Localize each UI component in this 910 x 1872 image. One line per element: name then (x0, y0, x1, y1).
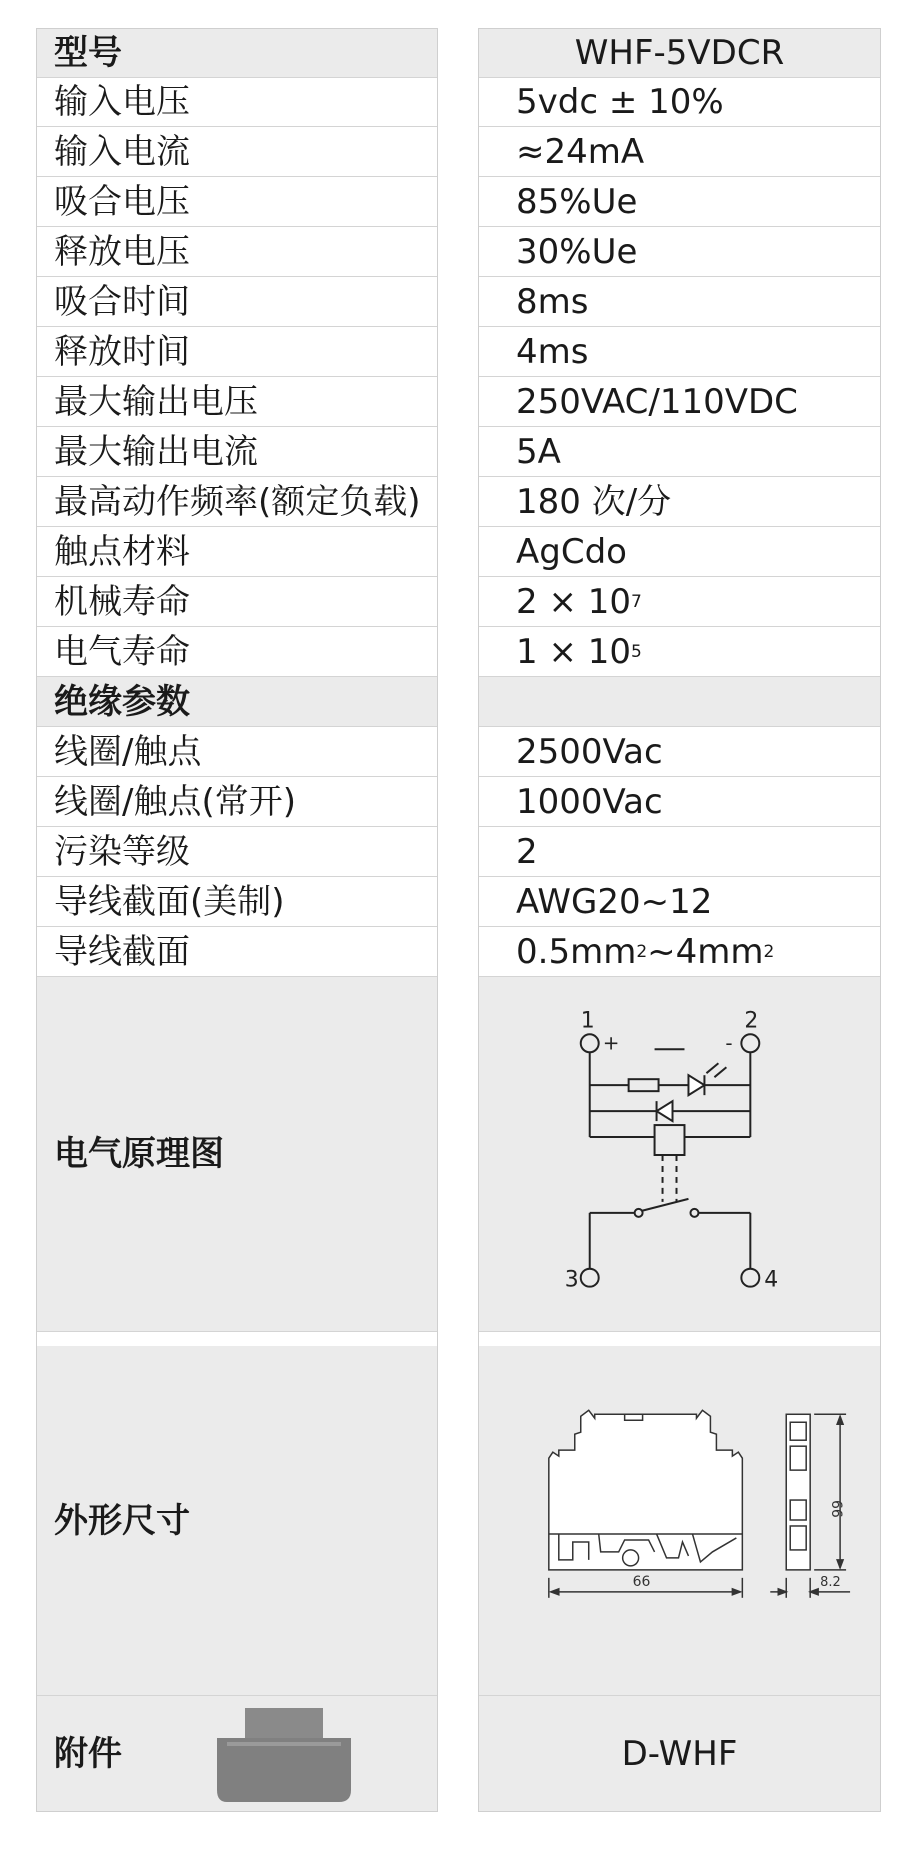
spacer (479, 1332, 880, 1346)
electrical-schematic-diagram (479, 977, 880, 1332)
label-text: 吸合时间 (54, 281, 190, 322)
terminal-2-label: 2 (744, 1007, 759, 1033)
label-text: 释放时间 (54, 331, 190, 372)
row-value-input-voltage (479, 78, 880, 127)
value-text: 85%Ue (516, 181, 638, 222)
value-text: 1000Vac (516, 781, 663, 822)
value-text: 4ms (516, 331, 589, 372)
label-text: 电气原理图 (54, 1134, 224, 1174)
plus-label: + (602, 1029, 620, 1054)
row-value-pollution-degree (479, 827, 880, 877)
label-text: 线圈/触点(常开) (54, 781, 296, 822)
label-text: 导线截面(美制) (54, 881, 285, 922)
row-label-pickup-time (37, 277, 437, 327)
value-text: 30%Ue (516, 231, 638, 272)
row-value-max-frequency (479, 477, 880, 527)
row-label-dimensions (37, 1346, 437, 1696)
terminal-4-label: 4 (764, 1267, 779, 1293)
label-text: 输入电压 (54, 82, 190, 122)
row-label-max-output-voltage (37, 377, 437, 427)
label-text: 绝缘参数 (54, 681, 190, 722)
row-label-input-current (37, 127, 437, 177)
value-text: 180 次/分 (516, 481, 672, 522)
label-text: 线圈/触点 (54, 731, 202, 772)
row-label-model (37, 29, 437, 78)
row-value-pickup-voltage (479, 177, 880, 227)
row-value-contact-material (479, 527, 880, 577)
terminal-1-label: 1 (580, 1007, 595, 1033)
row-value-wire-section: 0.5mm 2 ~4mm 2 (479, 927, 880, 977)
value-text: ~4mm (647, 931, 764, 972)
height-dimension-label: 66 (828, 1499, 845, 1518)
row-value-release-voltage (479, 227, 880, 277)
label-text: 最大输出电压 (54, 381, 258, 422)
row-value-max-output-voltage (479, 377, 880, 427)
row-label-max-frequency (37, 477, 437, 527)
row-label-coil-contact-no (37, 777, 437, 827)
row-value-accessory (479, 1696, 880, 1811)
label-text: 型号 (54, 33, 122, 73)
row-label-pickup-voltage (37, 177, 437, 227)
row-value-pickup-time (479, 277, 880, 327)
row-value-mechanical-life: 2 × 10 7 (479, 577, 880, 627)
value-text: 5A (516, 431, 561, 472)
value-text: 250VAC/110VDC (516, 381, 798, 422)
value-text: 2 × 10 (516, 581, 631, 622)
label-text: 外形尺寸 (54, 1500, 190, 1541)
row-label-release-time (37, 327, 437, 377)
value-text: 0.5mm (516, 931, 637, 972)
row-label-wire-awg (37, 877, 437, 927)
width-dimension-label: 66 (632, 1573, 651, 1590)
row-value-insulation (479, 677, 880, 727)
value-text: ≈24mA (516, 131, 645, 172)
value-text: AgCdo (516, 531, 627, 572)
label-text: 最高动作频率(额定负载) (54, 481, 421, 522)
row-value-electrical-life: 1 × 10 5 (479, 627, 880, 677)
value-text: 8ms (516, 281, 589, 322)
label-text: 导线截面 (54, 931, 190, 972)
dimensions-cell (479, 1346, 880, 1696)
label-text: 输入电流 (54, 131, 190, 172)
accessory-part-image (217, 1708, 357, 1803)
row-value-model (479, 29, 880, 78)
row-value-wire-awg (479, 877, 880, 927)
label-text: 释放电压 (54, 231, 190, 272)
label-text: 电气寿命 (54, 631, 190, 672)
outline-dimensions-drawing (479, 1346, 880, 1696)
row-label-wire-section (37, 927, 437, 977)
row-value-release-time (479, 327, 880, 377)
row-label-contact-material (37, 527, 437, 577)
depth-dimension-label: 8.2 (820, 1574, 841, 1590)
row-value-coil-contact-no (479, 777, 880, 827)
value-column (478, 28, 881, 1812)
row-value-max-output-current (479, 427, 880, 477)
row-value-coil-contact (479, 727, 880, 777)
value-text: WHF-5VDCR (574, 33, 785, 73)
row-label-accessory (37, 1696, 437, 1811)
value-text: AWG20~12 (516, 881, 713, 922)
value-text: 5vdc ± 10% (516, 82, 724, 122)
label-text: 污染等级 (54, 831, 190, 872)
value-text: D-WHF (621, 1733, 738, 1774)
row-label-electrical-life (37, 627, 437, 677)
value-text: 1 × 10 (516, 631, 631, 672)
row-label-schematic (37, 977, 437, 1332)
terminal-3-label: 3 (564, 1267, 579, 1293)
label-column (36, 28, 438, 1812)
label-text: 最大输出电流 (54, 431, 258, 472)
row-label-max-output-current (37, 427, 437, 477)
row-label-mechanical-life (37, 577, 437, 627)
label-text: 触点材料 (54, 531, 190, 572)
value-text: 2500Vac (516, 731, 663, 772)
row-label-coil-contact (37, 727, 437, 777)
spacer (37, 1332, 437, 1346)
label-text: 吸合电压 (54, 181, 190, 222)
row-label-release-voltage (37, 227, 437, 277)
schematic-cell (479, 977, 880, 1332)
label-text: 附件 (54, 1733, 122, 1774)
value-text: 2 (516, 831, 538, 872)
label-text: 机械寿命 (54, 581, 190, 622)
row-value-input-current (479, 127, 880, 177)
row-label-pollution-degree (37, 827, 437, 877)
row-label-input-voltage (37, 78, 437, 127)
row-label-insulation (37, 677, 437, 727)
minus-label: - (725, 1029, 733, 1054)
